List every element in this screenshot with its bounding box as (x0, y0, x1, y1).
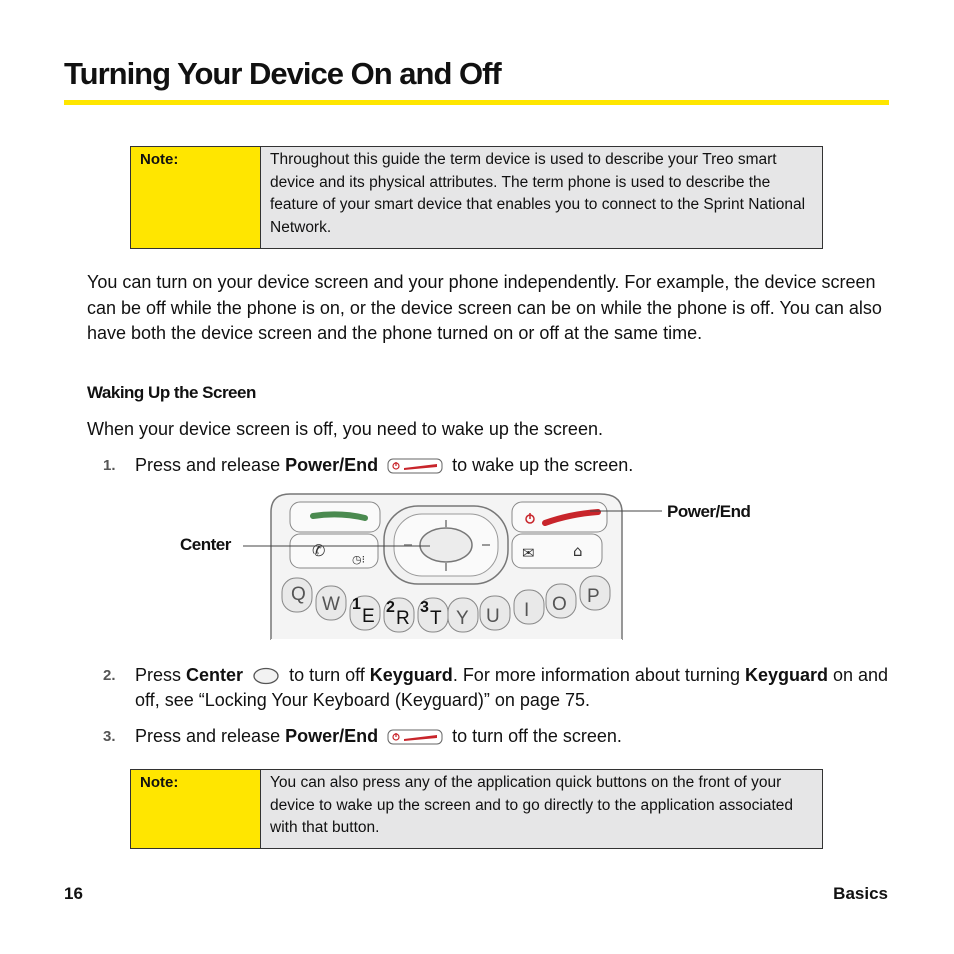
key-name: Power/End (285, 726, 379, 746)
note-label: Note: (131, 770, 261, 848)
step-text: Press and release (135, 726, 286, 746)
page-title: Turning Your Device On and Off (64, 56, 501, 91)
step-number: 3. (103, 728, 116, 745)
power-end-button-icon (387, 458, 443, 474)
note-box-1 (130, 146, 823, 249)
step-2 (103, 663, 893, 713)
key-name: Power/End (285, 455, 379, 475)
key-number-2: 2 (386, 599, 395, 616)
phone-keyboard-figure (0, 490, 954, 642)
note-label: Note: (131, 147, 261, 248)
step-number: 2. (103, 667, 116, 684)
center-label: Center (180, 535, 231, 554)
step-text: . For more information about turning (452, 665, 745, 685)
key-i: I (524, 600, 530, 621)
step-text: to turn off the screen. (452, 726, 622, 746)
svg-text:✆: ✆ (312, 541, 326, 560)
power-end-button-icon (387, 729, 443, 745)
svg-text:⌂: ⌂ (573, 542, 583, 560)
key-q: Q (291, 584, 306, 605)
section-lead: When your device screen is off, you need to wake up the screen. (87, 419, 603, 439)
step-1 (103, 453, 893, 478)
key-p: P (587, 586, 600, 607)
step-text: Press (135, 665, 187, 685)
key-o: O (552, 594, 567, 615)
key-r: R (396, 608, 410, 629)
section-heading: Waking Up the Screen (87, 383, 256, 402)
key-name: Keyguard (744, 665, 828, 685)
section-name: Basics (833, 884, 888, 903)
note-text: You can also press any of the application quick buttons on the front of your device to wake up the screen and to go directly to the application associated with that button. (261, 770, 822, 848)
step-text: Press and release (135, 455, 286, 475)
key-w: W (322, 594, 340, 615)
intro-paragraph: You can turn on your device screen and your phone independently. For example, the device screen can be off while the phone is on, or the device screen can be on while the phone is off. You can also have both the device screen and the phone turned on or off at the same time. (87, 272, 882, 343)
key-number-3: 3 (420, 599, 429, 616)
svg-text:✉: ✉ (522, 544, 535, 562)
title-rule (64, 100, 889, 105)
page-number: 16 (64, 884, 83, 903)
step-number: 1. (103, 457, 116, 474)
key-name: Keyguard (369, 665, 453, 685)
key-t: T (430, 608, 442, 629)
step-3 (103, 724, 893, 749)
step-text: on and off, see “Locking Your Keyboard (Keyguard)” on page 75. (135, 665, 889, 710)
step-text: to wake up the screen. (452, 455, 634, 475)
center-button-icon (252, 667, 280, 685)
keyboard-key-labels (0, 490, 954, 642)
key-e: E (362, 606, 375, 627)
note-text: Throughout this guide the term device is used to describe your Treo smart device and its physical attributes. The term phone is used to describe the feature of your smart device that enables you to connect to the Sprint National Network. (261, 147, 822, 248)
note-box-2 (130, 769, 823, 849)
key-y: Y (456, 608, 469, 629)
key-u: U (486, 606, 500, 627)
step-text: to turn off (289, 665, 370, 685)
svg-text:◷⁝: ◷⁝ (352, 553, 366, 566)
power-end-label: Power/End (667, 502, 751, 521)
key-number-1: 1 (352, 596, 361, 613)
key-name: Center (186, 665, 244, 685)
